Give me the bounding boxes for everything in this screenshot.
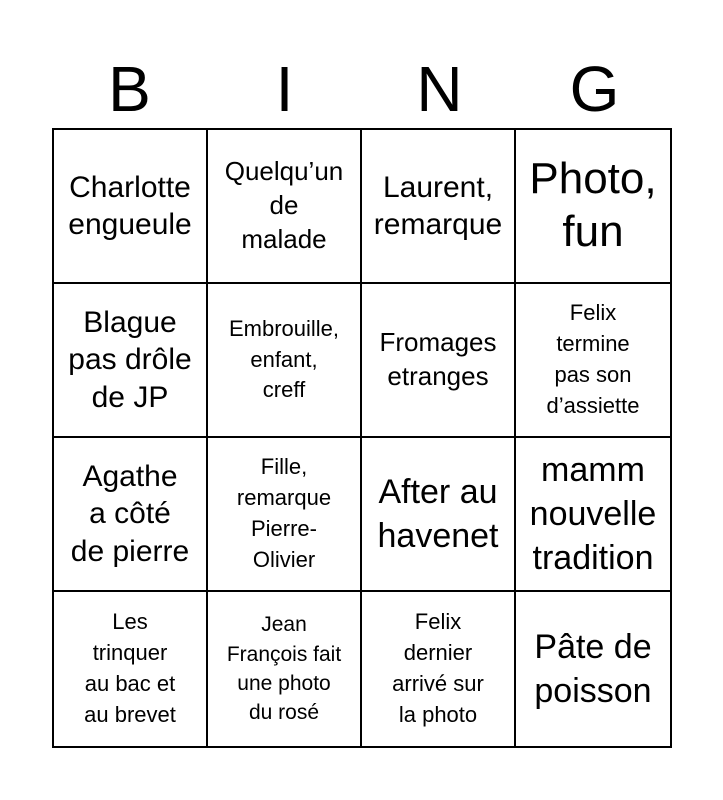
bingo-cell-r2-c3[interactable] — [362, 284, 516, 438]
bingo-cell-text: Fille, remarque Pierre- Olivier — [236, 454, 332, 572]
bingo-cell-r1-c2[interactable] — [208, 130, 362, 284]
bingo-cell-text: Felix termine pas son d’assiette — [546, 300, 640, 418]
bingo-cell-r4-c2[interactable] — [208, 592, 362, 746]
bingo-cell-r4-c4[interactable] — [516, 592, 670, 746]
bingo-cell-text: Agathe a côté de pierre — [70, 459, 190, 568]
bingo-cell-r2-c2[interactable] — [208, 284, 362, 438]
bingo-cell-r2-c4[interactable] — [516, 284, 670, 438]
bingo-cell-text: Laurent, remarque — [373, 170, 503, 241]
bingo-cell-text: Les trinquer au bac et au brevet — [84, 609, 176, 727]
bingo-header — [52, 50, 672, 128]
bingo-cell-r2-c1[interactable] — [54, 284, 208, 438]
bingo-cell-text: Photo, fun — [529, 154, 657, 256]
bingo-cell-r1-c4[interactable] — [516, 130, 670, 284]
bingo-cell-text: Blague pas drôle de JP — [68, 305, 192, 414]
header-letter-n: N — [416, 53, 463, 125]
header-letter-g: G — [569, 53, 620, 125]
header-letter-i: I — [275, 53, 294, 125]
bingo-cell-text: Pâte de poisson — [534, 627, 652, 710]
bingo-cell-r3-c3[interactable] — [362, 438, 516, 592]
bingo-cell-text: Quelqu’un de malade — [224, 156, 344, 254]
bingo-cell-r3-c1[interactable] — [54, 438, 208, 592]
bingo-cell-r4-c3[interactable] — [362, 592, 516, 746]
bingo-cell-text: Charlotte engueule — [68, 170, 192, 241]
bingo-cell-r3-c4[interactable] — [516, 438, 670, 592]
bingo-cell-text: Jean François fait une photo du rosé — [226, 613, 342, 725]
header-letter-b: B — [108, 53, 151, 125]
bingo-cell-r1-c1[interactable] — [54, 130, 208, 284]
bingo-cell-text: Embrouille, enfant, creff — [228, 315, 340, 403]
bingo-cell-text: mamm nouvelle tradition — [529, 450, 657, 578]
bingo-cell-r3-c2[interactable] — [208, 438, 362, 592]
bingo-cell-r1-c3[interactable] — [362, 130, 516, 284]
bingo-cell-text: Felix dernier arrivé sur la photo — [392, 609, 484, 727]
bingo-cell-text: Fromages etranges — [379, 327, 497, 391]
bingo-cell-text: After au havenet — [377, 472, 499, 555]
bingo-grid — [52, 128, 672, 748]
bingo-cell-r4-c1[interactable] — [54, 592, 208, 746]
